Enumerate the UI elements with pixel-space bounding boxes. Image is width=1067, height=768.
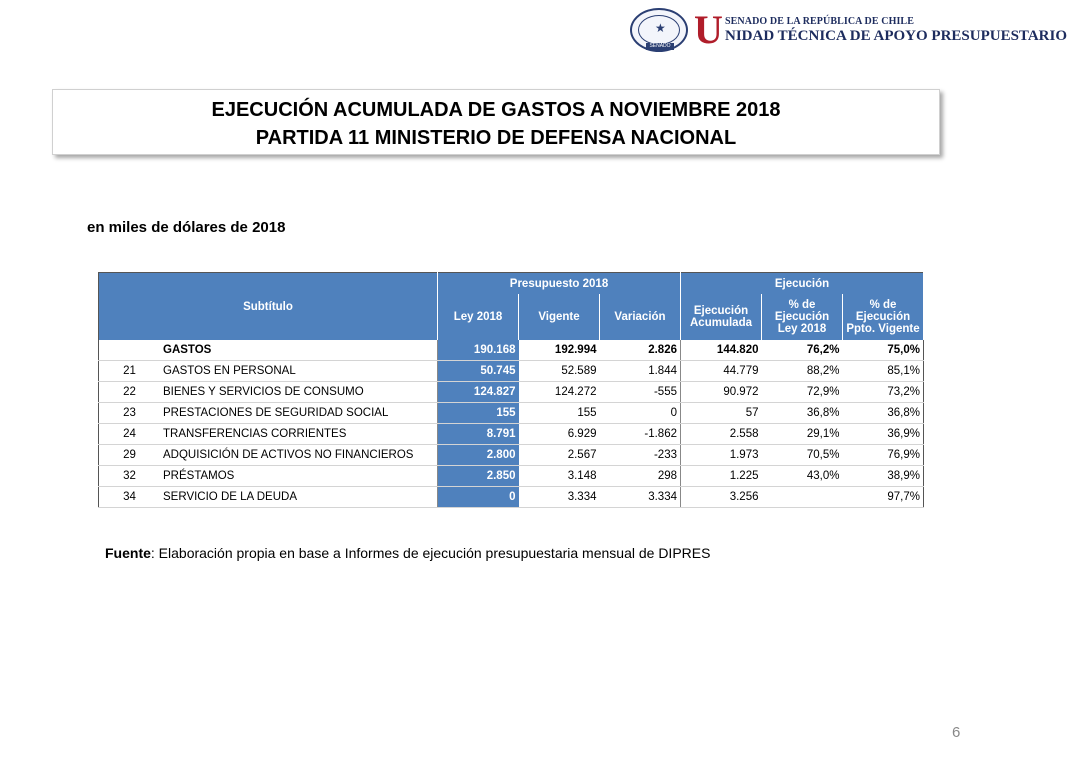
col-ejecucion-acumulada: Ejecución Acumulada (681, 294, 762, 340)
row-pct-vigente: 73,2% (843, 382, 924, 403)
row-ejecucion: 3.256 (681, 487, 762, 508)
row-variacion: -555 (600, 382, 681, 403)
row-vigente: 2.567 (519, 445, 600, 466)
row-code: 21 (99, 361, 161, 382)
senado-seal-icon: ★ SENADO (630, 8, 688, 52)
table-row (99, 361, 924, 382)
row-ejecucion: 57 (681, 403, 762, 424)
row-name: GASTOS (160, 340, 438, 361)
table-row (99, 487, 924, 508)
row-ejecucion: 1.225 (681, 466, 762, 487)
row-variacion: 298 (600, 466, 681, 487)
row-ley: 2.800 (438, 445, 519, 466)
row-code: 22 (99, 382, 161, 403)
row-name: SERVICIO DE LA DEUDA (160, 487, 438, 508)
row-ley: 2.850 (438, 466, 519, 487)
row-name: TRANSFERENCIAS CORRIENTES (160, 424, 438, 445)
header-ejecucion: Ejecución (681, 273, 924, 295)
col-ley: Ley 2018 (438, 294, 519, 340)
title-box (52, 89, 940, 155)
row-code: 32 (99, 466, 161, 487)
logo-initial: U (694, 7, 723, 52)
source-note (105, 545, 710, 561)
row-ley: 190.168 (438, 340, 519, 361)
row-code: 34 (99, 487, 161, 508)
senado-logo (628, 7, 1067, 56)
row-name: PRÉSTAMOS (160, 466, 438, 487)
source-text: : Elaboración propia en base a Informes de ejecución presupuestaria mensual de DIPRES (150, 545, 711, 561)
row-name: PRESTACIONES DE SEGURIDAD SOCIAL (160, 403, 438, 424)
row-ejecucion: 2.558 (681, 424, 762, 445)
logo-line2: NIDAD TÉCNICA DE APOYO PRESUPUESTARIO (725, 28, 1067, 44)
budget-table (98, 272, 924, 508)
row-vigente: 155 (519, 403, 600, 424)
row-variacion: 2.826 (600, 340, 681, 361)
table-row (99, 445, 924, 466)
seal-label: SENADO (646, 43, 674, 50)
row-name: GASTOS EN PERSONAL (160, 361, 438, 382)
row-vigente: 192.994 (519, 340, 600, 361)
row-ejecucion: 44.779 (681, 361, 762, 382)
source-label: Fuente (105, 545, 151, 561)
row-name: ADQUISICIÓN DE ACTIVOS NO FINANCIEROS (160, 445, 438, 466)
row-vigente: 3.334 (519, 487, 600, 508)
row-pct-ley: 70,5% (762, 445, 843, 466)
table-row (99, 382, 924, 403)
row-pct-ley: 43,0% (762, 466, 843, 487)
col-vigente: Vigente (519, 294, 600, 340)
row-pct-ley (762, 487, 843, 508)
row-ley: 155 (438, 403, 519, 424)
row-ley: 0 (438, 487, 519, 508)
row-vigente: 52.589 (519, 361, 600, 382)
row-variacion: 0 (600, 403, 681, 424)
table-row (99, 403, 924, 424)
table-row (99, 340, 924, 361)
units-label: en miles de dólares de 2018 (87, 219, 286, 236)
title-line2: PARTIDA 11 MINISTERIO DE DEFENSA NACIONAL (255, 127, 737, 149)
row-vigente: 6.929 (519, 424, 600, 445)
row-variacion: 1.844 (600, 361, 681, 382)
row-ley: 124.827 (438, 382, 519, 403)
row-pct-vigente: 85,1% (843, 361, 924, 382)
row-pct-vigente: 36,9% (843, 424, 924, 445)
row-ejecucion: 144.820 (681, 340, 762, 361)
row-pct-ley: 76,2% (762, 340, 843, 361)
row-code: 24 (99, 424, 161, 445)
row-code: 29 (99, 445, 161, 466)
header-presupuesto: Presupuesto 2018 (438, 273, 681, 295)
row-variacion: -233 (600, 445, 681, 466)
row-pct-vigente: 76,9% (843, 445, 924, 466)
page-number: 6 (952, 724, 961, 741)
row-pct-vigente: 38,9% (843, 466, 924, 487)
row-ejecucion: 90.972 (681, 382, 762, 403)
col-variacion: Variación (600, 294, 681, 340)
row-pct-ley: 88,2% (762, 361, 843, 382)
row-ley: 50.745 (438, 361, 519, 382)
col-pct-ley: % de Ejecución Ley 2018 (762, 294, 843, 340)
row-name: BIENES Y SERVICIOS DE CONSUMO (160, 382, 438, 403)
table-row (99, 424, 924, 445)
title-line1: EJECUCIÓN ACUMULADA DE GASTOS A NOVIEMBRE 2018 (211, 99, 781, 121)
row-pct-vigente: 97,7% (843, 487, 924, 508)
row-pct-ley: 29,1% (762, 424, 843, 445)
row-variacion: 3.334 (600, 487, 681, 508)
row-code (99, 340, 161, 361)
row-pct-vigente: 75,0% (843, 340, 924, 361)
row-vigente: 3.148 (519, 466, 600, 487)
table-row (99, 466, 924, 487)
header-subtitulo: Subtítulo (99, 273, 438, 341)
row-code: 23 (99, 403, 161, 424)
col-pct-vigente: % de Ejecución Ppto. Vigente (843, 294, 924, 340)
row-ejecucion: 1.973 (681, 445, 762, 466)
logo-line1: SENADO DE LA REPÚBLICA DE CHILE (725, 16, 914, 27)
row-variacion: -1.862 (600, 424, 681, 445)
row-pct-ley: 36,8% (762, 403, 843, 424)
row-pct-vigente: 36,8% (843, 403, 924, 424)
row-pct-ley: 72,9% (762, 382, 843, 403)
row-vigente: 124.272 (519, 382, 600, 403)
row-ley: 8.791 (438, 424, 519, 445)
